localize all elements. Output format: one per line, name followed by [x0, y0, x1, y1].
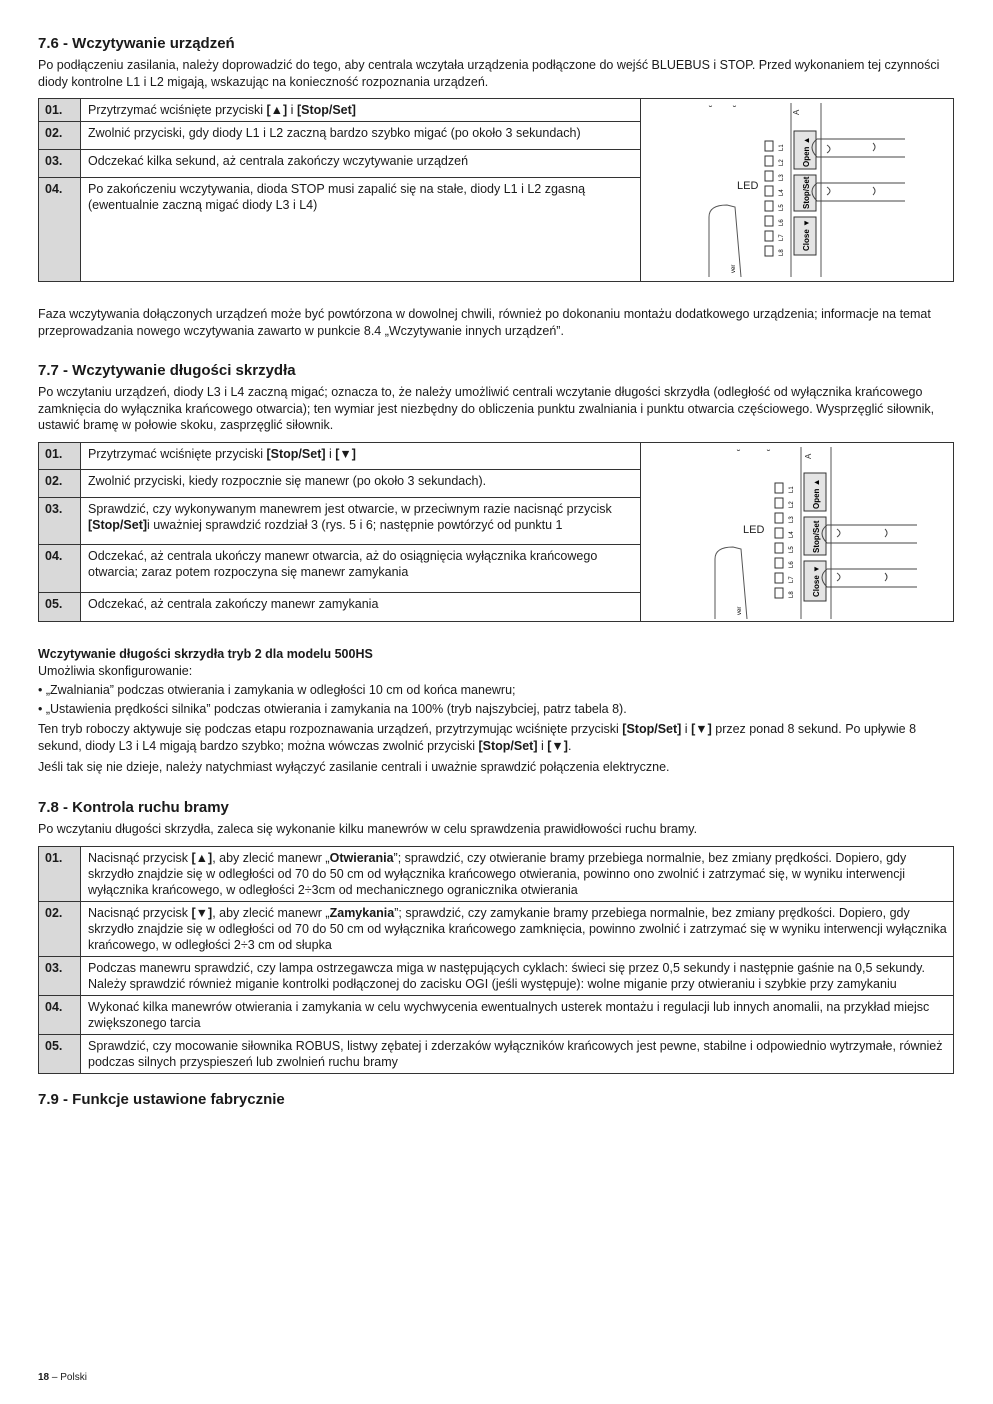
- svg-text:L5: L5: [789, 545, 795, 553]
- table-row: [39, 847, 954, 902]
- button-panel-figure-2: [641, 442, 954, 621]
- led-strip: [765, 141, 785, 256]
- close-button-label: Close ▼: [812, 564, 821, 597]
- step-number: 02.: [39, 902, 81, 957]
- step-text: Odczekać kilka sekund, aż centrala zakończy wczytywanie urządzeń: [81, 150, 641, 178]
- section-title-7-8: 7.8 - Kontrola ruchu bramy: [38, 798, 229, 816]
- table-row: [39, 442, 954, 470]
- fingers-illustration: [812, 139, 905, 201]
- step-number: 02.: [39, 470, 81, 498]
- table-row: [39, 996, 954, 1035]
- svg-text:L3: L3: [779, 174, 785, 181]
- control-panel-illustration: [641, 99, 955, 281]
- step-text: Po zakończeniu wczytywania, dioda STOP musi zapalić się na stałe, diody L1 i L2 zgasną (ewentualnie zaczną migać diody L3 i L4): [81, 178, 641, 225]
- mode2-warning: Jeśli tak się nie dzieje, należy natychmiast wyłączyć zasilanie centrali i uważnie sprawdzić połączenia elektryczne.: [38, 760, 670, 774]
- list-item: • „Zwalniania” podczas otwierania i zamykania w odległości 10 cm od końca manewru;: [38, 683, 516, 697]
- step-number: 02.: [39, 122, 81, 150]
- step-number: 05.: [39, 592, 81, 621]
- step-number: 04.: [39, 178, 81, 225]
- table-row: [39, 1035, 954, 1074]
- page: [38, 34, 954, 1113]
- table-row: [39, 957, 954, 996]
- led-strip: [775, 483, 795, 598]
- svg-text:L1: L1: [789, 485, 795, 493]
- led-label: LED: [737, 180, 759, 192]
- page-footer: 18 – Polski: [38, 1372, 87, 1383]
- svg-text:L4: L4: [789, 530, 795, 538]
- svg-text:˘: ˘: [709, 105, 713, 116]
- step-text: Odczekać, aż centrala zakończy manewr zamykania: [81, 592, 641, 621]
- step-number: 01.: [39, 442, 81, 470]
- step-text: Podczas manewru sprawdzić, czy lampa ostrzegawcza miga w następujących cyklach: świeci się przez 0,5 sekundy i następnie gaśnie na 0,5 sekundy. Należy sprawdzić również miganie kontrolki podłączonej do zacisku OGI (jeśli występuje): wolne miganie przy otwieraniu i szybkie przy zamykaniu: [81, 957, 954, 996]
- steps-table-7-8: [38, 846, 954, 1074]
- step-number: 03.: [39, 150, 81, 178]
- step-text: Nacisnąć przycisk [▲], aby zlecić manewr „Otwierania”; sprawdzić, czy otwieranie bramy przebiega normalnie, bez zmiany prędkości. Dopiero, gdy skrzydło znajdzie się w odległości od 70 do 50 cm od wyłącznika krańcowego otwierania, powinno ono zwolnić i zatrzymać się, w wyniku interwencji wyłącznika krańcowego, w odległości 2÷3cm od mechanicznego ogranicznika otwierania: [81, 847, 954, 902]
- svg-text:ver: ver: [737, 606, 743, 615]
- section-intro-7-8: Po wczytaniu długości skrzydła, zaleca się wykonanie kilku manewrów w celu sprawdzenia prawidłowości ruchu bramy.: [38, 821, 698, 836]
- control-panel-illustration: [641, 443, 955, 621]
- stopset-button-label: Stop/Set: [812, 520, 821, 553]
- svg-text:L5: L5: [779, 204, 785, 211]
- mode2-paragraph: Ten tryb roboczy aktywuje się podczas etapu rozpoznawania urządzeń, przytrzymując wciśnięte przyciski [Stop/Set] i [▼] przez ponad 8 sekund. Po upływie 8 sekund, diody L3 i L4 migają bardzo szybko; można wówczas zwolnić przyciski [Stop/Set] i [▼].: [38, 722, 917, 753]
- empty-cell: [81, 225, 641, 282]
- section-after-7-6: Faza wczytywania dołączonych urządzeń może być powtórzona w dowolnej chwili, również po dokonaniu montażu dodatkowego urządzenia; informacje na temat przeprowadzania nowego wczytywania zawarto w punkcie 8.4 „Wczytywanie innych urządzeń”.: [38, 307, 931, 338]
- svg-text:L1: L1: [779, 144, 785, 151]
- step-number: 01.: [39, 847, 81, 902]
- table-row: [39, 99, 954, 122]
- step-text: Przytrzymać wciśnięte przyciski [▲] i [Stop/Set]: [81, 99, 641, 122]
- step-number: 01.: [39, 99, 81, 122]
- svg-text:L2: L2: [789, 500, 795, 508]
- step-text: Sprawdzić, czy mocowanie siłownika ROBUS, listwy zębatej i zderzaków wyłączników krańcowych jest pewne, stabilne i odpowiednio wytrzymałe, również podczas silnych przyspieszeń lub zwolnień ruchu bramy: [81, 1035, 954, 1074]
- open-button-label: Open ▲: [812, 477, 821, 509]
- svg-text:L7: L7: [779, 234, 785, 241]
- step-text: Sprawdzić, czy wykonywanym manewrem jest otwarcie, w przeciwnym razie nacisnąć przycisk [Stop/Set]i uważniej sprawdzić rozdział 3 (rys. 5 i 6; następnie powtórzyć od punktu 1: [81, 498, 641, 545]
- svg-text:L8: L8: [779, 249, 785, 256]
- step-number: 04.: [39, 996, 81, 1035]
- list-item: • „Ustawienia prędkości silnika” podczas otwierania i zamykania na 100% (tryb najszybciej, patrz tabela 8).: [38, 702, 627, 716]
- fingers-illustration: [822, 525, 917, 587]
- svg-text:L4: L4: [779, 189, 785, 196]
- step-text: Przytrzymać wciśnięte przyciski [Stop/Set] i [▼]: [81, 442, 641, 470]
- close-button-label: Close ▼: [802, 219, 811, 251]
- svg-text:L6: L6: [779, 219, 785, 226]
- svg-text:˘: ˘: [767, 448, 771, 460]
- empty-cell: [39, 225, 81, 282]
- mode2-title: Wczytywanie długości skrzydła tryb 2 dla modelu 500HS: [38, 646, 373, 661]
- svg-text:L6: L6: [789, 560, 795, 568]
- button-panel-figure-1: [641, 99, 954, 282]
- section-intro-7-7: Po wczytaniu urządzeń, diody L3 i L4 zaczną migać; oznacza to, że należy umożliwić centrali wczytanie długości skrzydła (odległość od wyłącznika krańcowego zamknięcia do wyłącznika krańcowego otwarcia); ten wymiar jest niezbędny do obliczenia punktu zwalniania i punktu otwarcia częściowego. Wysprzęglić siłownik, ustawić bramę w połowie skoku, zasprzęglić siłownik.: [38, 385, 935, 432]
- table-row: [39, 902, 954, 957]
- page-number: 18: [38, 1372, 50, 1383]
- svg-text:A: A: [804, 453, 813, 459]
- section-title-7-6: 7.6 - Wczytywanie urządzeń: [38, 35, 235, 52]
- svg-text:L8: L8: [789, 590, 795, 598]
- step-text: Wykonać kilka manewrów otwierania i zamykania w celu wychwycenia ewentualnych usterek montażu i regulacji lub innych anomalii, na przykład miejsc zwiększonego tarcia: [81, 996, 954, 1035]
- steps-table-7-7: [38, 442, 954, 622]
- svg-text:ver: ver: [731, 264, 737, 273]
- step-number: 03.: [39, 957, 81, 996]
- step-text: Zwolnić przyciski, kiedy rozpocznie się manewr (po około 3 sekundach).: [81, 470, 641, 498]
- step-text: Odczekać, aż centrala ukończy manewr otwarcia, aż do osiągnięcia wyłącznika krańcowego otwarcia; zaraz potem rozpoczyna się manewr zamykania: [81, 545, 641, 592]
- step-number: 03.: [39, 498, 81, 545]
- mode2-bullets: [38, 681, 954, 719]
- step-text: Zwolnić przyciski, gdy diody L1 i L2 zaczną bardzo szybko migać (po około 3 sekundach): [81, 122, 641, 150]
- led-label: LED: [743, 523, 765, 536]
- section-intro-7-6: Po podłączeniu zasilania, należy doprowadzić do tego, aby centrala wczytała urządzenia podłączone do wejść BLUEBUS i STOP. Przed wykonaniem tej czynności diody kontrolne L1 i L2 migają, wskazując na konieczność rozpoznania urządzeń.: [38, 58, 940, 89]
- svg-text:˘: ˘: [733, 105, 737, 116]
- step-number: 04.: [39, 545, 81, 592]
- section-title-7-7: 7.7 - Wczytywanie długości skrzydła: [38, 362, 296, 379]
- footer-language: Polski: [60, 1372, 87, 1383]
- svg-text:L2: L2: [779, 159, 785, 166]
- open-button-label: Open ▲: [802, 136, 811, 167]
- svg-text:L3: L3: [789, 515, 795, 523]
- mode2-intro: Umożliwia skonfigurowanie:: [38, 664, 193, 678]
- stopset-button-label: Stop/Set: [802, 176, 811, 209]
- svg-text:˘: ˘: [737, 448, 741, 460]
- svg-text:L7: L7: [789, 575, 795, 583]
- section-title-7-9: 7.9 - Funkcje ustawione fabrycznie: [38, 1091, 285, 1108]
- step-number: 05.: [39, 1035, 81, 1074]
- steps-table-7-6: [38, 98, 954, 282]
- svg-text:A: A: [792, 109, 801, 115]
- step-text: Nacisnąć przycisk [▼], aby zlecić manewr „Zamykania”; sprawdzić, czy zamykanie bramy przebiega normalnie, bez zmiany prędkości. Dopiero, gdy skrzydło znajdzie się w odległości od 70 do 50 cm od wyłącznika krańcowego zamknięcia, powinno zwolnić i zatrzymać się w wyniku interwencji wyłącznika krańcowego, w odległości 2÷3 cm od słupka: [81, 902, 954, 957]
